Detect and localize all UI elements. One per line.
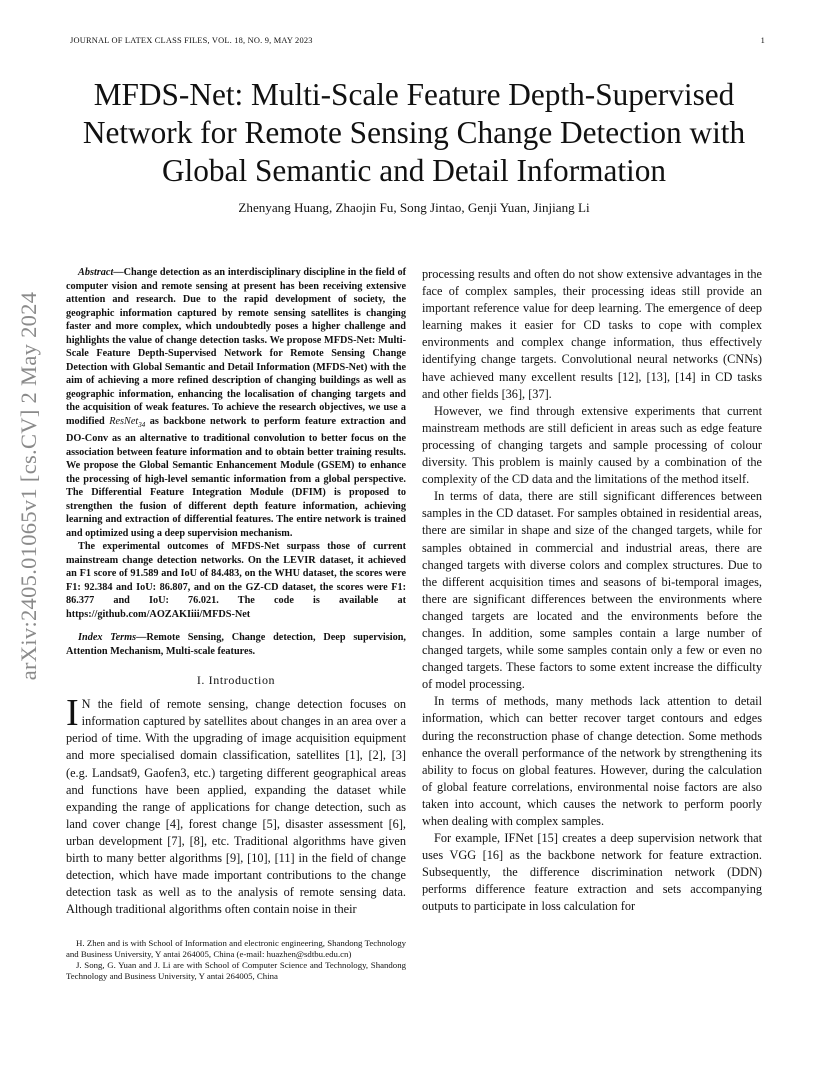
page-number: 1 bbox=[760, 36, 765, 45]
intro-paragraph-2: However, we find through extensive experiments that current mainstream methods are still deficient in areas such as edge feature processing of changing targets and sample processing of colour diversity. This problem is mainly caused by a combination of the complexity of the CD data and the limitations of the method itself. bbox=[422, 403, 762, 487]
abstract-text-part1: —Change detection as an interdisciplinary discipline in the field of computer vision and remote sensing at present has been receiving extensive attention and research. Due to the rapid development of society, the geographic information captured by remote sensing satellites is changing faster and more complex, which undoubtedly poses a higher challenge and highlights the value of change detection tasks. We propose MFDS-Net: Multi-Scale Feature Depth-Supervised Network for Remote Sensing Change Detection with Global Semantic and Detail Information (MFDS-Net) with the aim of achieving a more refined description of changing buildings as well as geographic information, enhancing the localisation of changing targets and the acquisition of weak features. To achieve the research objectives, we use a modified bbox=[66, 267, 406, 427]
backbone-math bbox=[109, 416, 145, 427]
intro-paragraph-3: In terms of data, there are still significant differences between samples in the CD dataset. For samples obtained in residential areas, there are similar in shape and size of the changed targets, while for samples obtained in commercial and industrial areas, there are changed targets with diverse colors and complex structures. Due to the different acquisition times and seasons of bi-temporal images, there are significant differences between the environments where changed targets are located and the environments before the changes. In addition, some samples contain a large number of changed targets, while some samples contain only a few or even no changed targets. These factors to some extent increase the difficulty of model processing. bbox=[422, 489, 762, 692]
section-heading-introduction: I. Introduction bbox=[196, 673, 276, 688]
intro-paragraph-1 bbox=[66, 692, 406, 918]
arxiv-stamp bbox=[18, 283, 40, 689]
intro-paragraph-1-text: N the field of remote sensing, change detection focuses on information captured by satellites about changes in an area over a period of time. With the upgrading of image acquisition equipment and more specialised domain classification, satellites [1], [2], [3] (e.g. Landsat9, Gaofen3, etc.) targeting different geographical areas and functions have been applied, expanding the dataset while expanding the range of applications for change detection, such as land cover change [4], forest change [5], disaster assessment [6], urban development [7], [8], etc. Traditional algorithms have given birth to many better algorithms [9], [10], [11] in the field of change detection, which have made important contributions to the change detection task as well as to the analysis of remote sensing data. Although traditional algorithms often contain noise in their bbox=[66, 697, 406, 917]
paper-title: MFDS-Net: Multi-Scale Feature Depth-Supervised Network for Remote Sensing Change Detection with Global Semantic and Detail Information bbox=[82, 77, 746, 188]
footnote-affiliation-2: J. Song, G. Yuan and J. Li are with School of Computer Science and Technology, Shandong Technology and Business University, Y antai 264005, China bbox=[66, 960, 406, 981]
intro-paragraph-4: In terms of methods, many methods lack attention to detail information, which can better recover target contours and edges during the reconstruction phase of change detection. Some methods enhance the overall performance of the network by strengthening its ability to focus on global features. However, during the calculation of global feature correlations, environmental noise factors are also taken into account, which causes the network to perform poorly when dealing with complex samples. bbox=[422, 694, 762, 828]
abstract-paragraph bbox=[66, 266, 406, 540]
running-header bbox=[70, 36, 765, 45]
left-column bbox=[66, 266, 406, 918]
author-list: Zhenyang Huang, Zhaojin Fu, Song Jintao, Genji Yuan, Jinjiang Li bbox=[238, 200, 590, 215]
math-subscript: 34 bbox=[138, 420, 146, 429]
index-terms-text: —Remote Sensing, Change detection, Deep supervision, Attention Mechanism, Multi-scale features. bbox=[66, 632, 406, 657]
footnotes bbox=[66, 938, 406, 982]
journal-name: JOURNAL OF LATEX CLASS FILES, VOL. 18, NO. 9, MAY 2023 bbox=[70, 36, 313, 45]
footnote-affiliation-1: H. Zhen and is with School of Information and electronic engineering, Shandong Technology and Business University, Y antai 264005, China (e-mail: huazhen@sdtbu.edu.cn) bbox=[66, 938, 406, 959]
arxiv-id: arXiv:2405.01065v1 [cs.CV] 2 May 2024 bbox=[16, 291, 41, 681]
index-terms bbox=[66, 631, 406, 658]
math-base: ResNet bbox=[109, 415, 139, 427]
abstract-label: Abstract bbox=[78, 267, 114, 278]
right-column bbox=[422, 266, 762, 916]
intro-paragraph-5: For example, IFNet [15] creates a deep supervision network that uses VGG [16] as the backbone network for feature extraction. Subsequently, the difference discrimination network (DDN) performs difference feature extraction and sets accompanying outputs to participate in loss calculation for bbox=[422, 831, 762, 914]
drop-cap: I bbox=[66, 692, 79, 735]
abstract-text-part2: as backbone network to perform feature extraction and DO-Conv as an alternative to traditional convolution to better focus on the association between feature information and to obtain better training results. We propose the Global Semantic Enhancement Module (GSEM) to enhance the processing of high-level semantic information from a global perspective. The Differential Feature Integration Module (DFIM) is proposed to strengthen the fusion of different depth feature information, achieving learning and extraction of differential features. The entire network is trained and optimized using a deep supervision mechanism. bbox=[66, 415, 406, 539]
index-terms-label: Index Terms bbox=[78, 632, 137, 644]
intro-paragraph-1-continued: processing results and often do not show extensive advantages in the face of complex samples, their processing ideas still provide an important reference value for deep learning. The emergence of deep learning makes it easier for CD tasks to cope with complex environments and complex change information, thus effectively identifying change targets. Convolutional neural networks (CNNs) have achieved many excellent results [12], [13], [14] in CD tasks and other fields [36], [37]. bbox=[422, 267, 762, 401]
abstract-results-paragraph: The experimental outcomes of MFDS-Net surpass those of current mainstream change detection networks. On the LEVIR dataset, it achieved an F1 score of 91.589 and IoU of 84.483, on the WHU dataset, the scores were F1: 92.384 and IoU: 86.807, and on the GZ-CD dataset, the scores were F1: 86.377 and IoU: 76.021. The code is available at https://github.com/AOZAKIiii/MFDS-Net bbox=[66, 541, 406, 620]
